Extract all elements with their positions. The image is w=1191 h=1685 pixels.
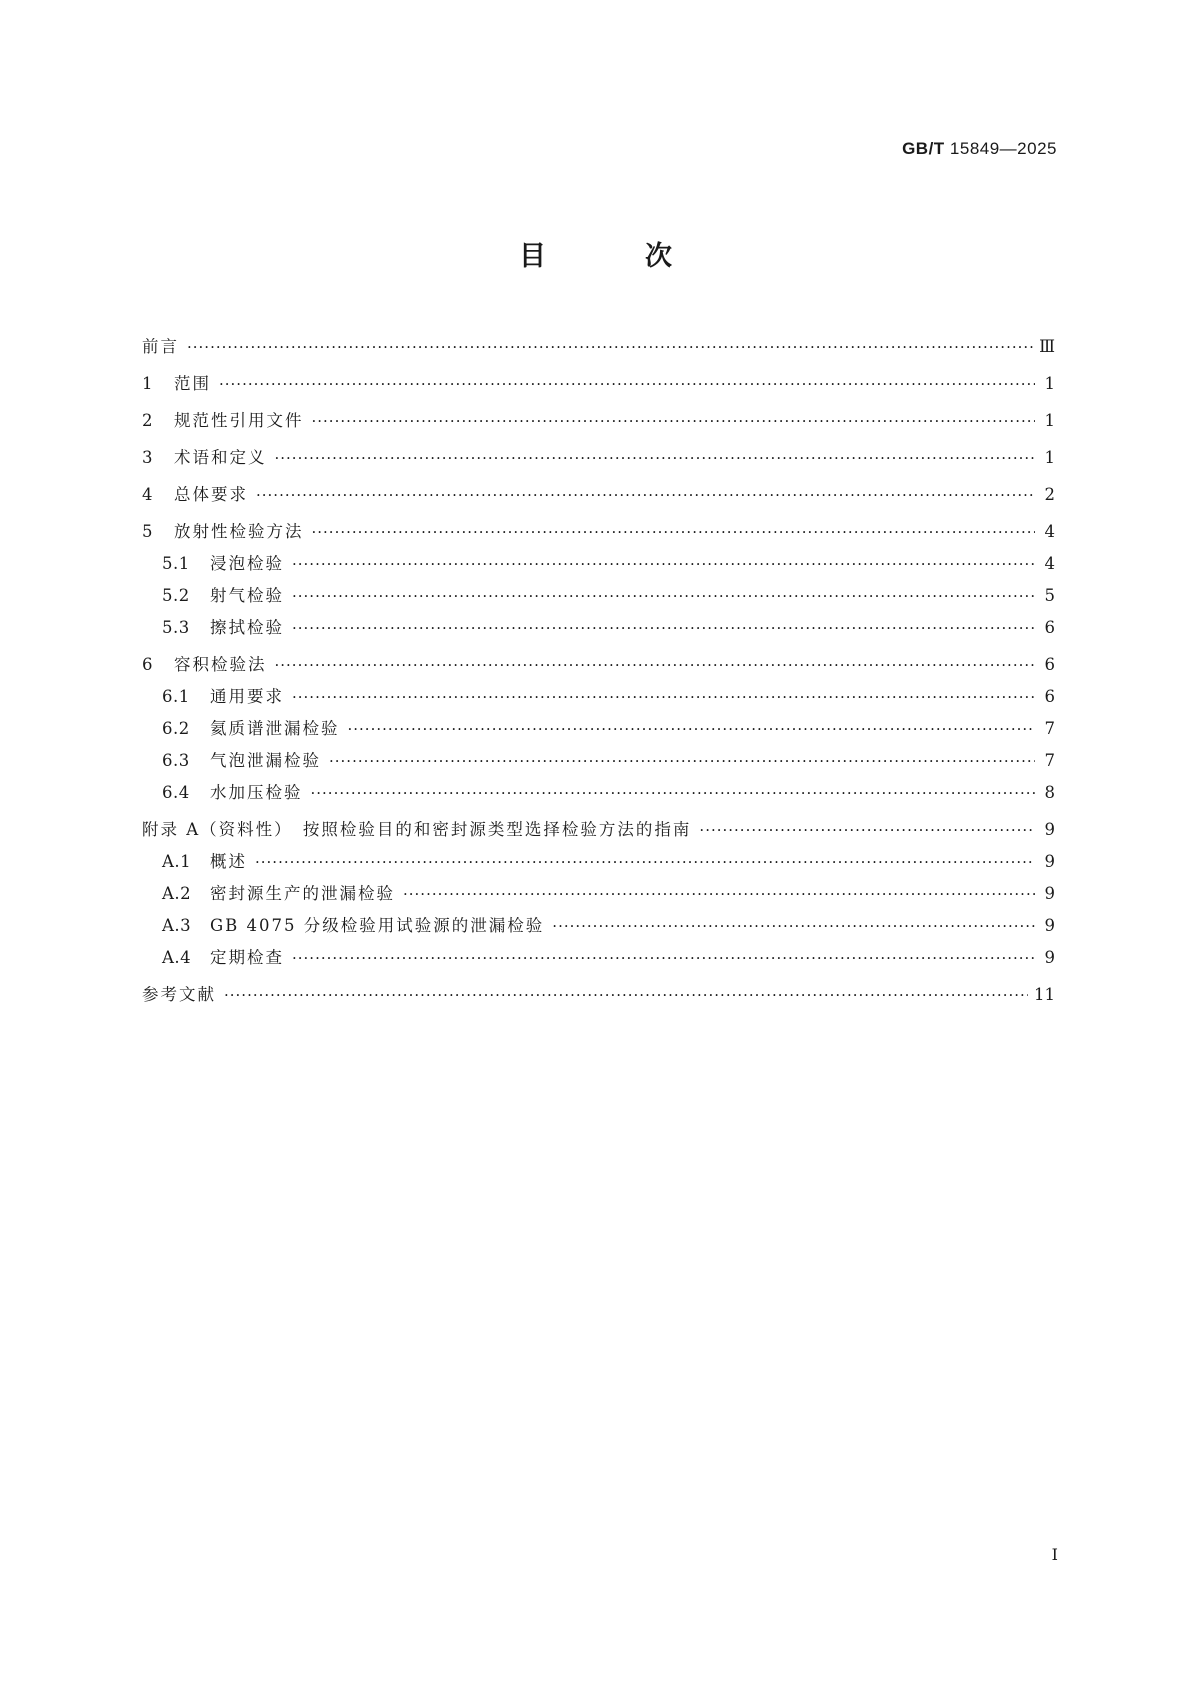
toc-entry[interactable] (142, 617, 1055, 639)
toc-entry-label: 通用要求 (210, 687, 284, 706)
toc-entry-page: 9 (1044, 884, 1055, 903)
toc-leader-dots (292, 686, 1035, 708)
toc-entry[interactable] (142, 984, 1055, 1006)
toc-leader-dots (275, 447, 1036, 469)
toc-entry-page: 1 (1044, 374, 1055, 393)
standard-number: 15849—2025 (949, 139, 1057, 158)
toc-entry-page: 2 (1044, 485, 1055, 504)
toc-leader-dots (292, 617, 1035, 639)
toc-entry-number: A.1 (162, 852, 192, 871)
toc-entry-page: 9 (1044, 916, 1055, 935)
toc-entry[interactable] (142, 819, 1055, 841)
toc-leader-dots (329, 750, 1035, 772)
toc-entry-label: 定期检查 (210, 948, 284, 967)
toc-entry-label: 总体要求 (174, 485, 248, 504)
toc-entry-page: Ⅲ (1039, 337, 1055, 356)
toc-leader-dots (219, 373, 1035, 395)
toc-entry[interactable] (142, 373, 1055, 395)
toc-entry-label: 范围 (174, 374, 211, 393)
toc-entry-number: A.3 (162, 916, 192, 935)
toc-entry-label: 射气检验 (210, 586, 284, 605)
toc-entry-page: 11 (1034, 985, 1055, 1004)
toc-entry-page: 5 (1044, 586, 1055, 605)
toc-leader-dots (699, 819, 1035, 841)
toc-entry[interactable] (142, 718, 1055, 740)
toc-entry[interactable] (142, 585, 1055, 607)
toc-entry-label: 前言 (142, 337, 179, 356)
toc-entry-page: 4 (1044, 554, 1055, 573)
toc-entry[interactable] (142, 782, 1055, 804)
toc-entry-label: GB 4075 分级检验用试验源的泄漏检验 (210, 916, 545, 935)
toc-leader-dots (312, 521, 1036, 543)
toc-entry[interactable] (142, 883, 1055, 905)
toc-entry[interactable] (142, 851, 1055, 873)
standard-code (902, 139, 1057, 159)
toc-entry-number: 6.2 (162, 719, 190, 738)
toc-entry-label: 密封源生产的泄漏检验 (210, 884, 395, 903)
toc-entry-number: 1 (142, 374, 153, 393)
page-number: Ⅰ (1051, 1545, 1058, 1564)
toc-entry-page: 6 (1044, 618, 1055, 637)
toc-entry-label: 擦拭检验 (210, 618, 284, 637)
toc-entry-label: 概述 (210, 852, 247, 871)
toc-entry-page: 9 (1044, 820, 1055, 839)
toc-entry-page: 8 (1044, 783, 1055, 802)
toc-leader-dots (311, 782, 1036, 804)
table-of-contents (142, 336, 1055, 1006)
toc-entry-number: 5 (142, 522, 153, 541)
toc-entry-number: 6.3 (162, 751, 190, 770)
toc-leader-dots (224, 984, 1028, 1006)
toc-entry-page: 7 (1044, 751, 1055, 770)
toc-entry-number: A.2 (162, 884, 192, 903)
toc-entry-page: 9 (1044, 948, 1055, 967)
toc-entry-number: 5.1 (162, 554, 190, 573)
toc-entry-number: 6.1 (162, 687, 190, 706)
toc-entry-page: 9 (1044, 852, 1055, 871)
toc-entry-number: 3 (142, 448, 153, 467)
toc-leader-dots (292, 553, 1035, 575)
toc-entry-number: 5.3 (162, 618, 190, 637)
toc-leader-dots (275, 654, 1036, 676)
toc-entry-label: 水加压检验 (210, 783, 303, 802)
toc-entry[interactable] (142, 521, 1055, 543)
toc-leader-dots (552, 915, 1035, 937)
toc-entry-page: 6 (1044, 687, 1055, 706)
toc-leader-dots (292, 947, 1035, 969)
toc-entry-label: 参考文献 (142, 985, 216, 1004)
toc-entry-number: 6 (142, 655, 153, 674)
toc-entry[interactable] (142, 336, 1055, 358)
toc-leader-dots (348, 718, 1036, 740)
toc-entry-number: A.4 (162, 948, 192, 967)
toc-title: 目 次 (519, 241, 708, 272)
toc-entry[interactable] (142, 553, 1055, 575)
toc-entry[interactable] (142, 410, 1055, 432)
toc-leader-dots (312, 410, 1036, 432)
standard-prefix: GB/T (902, 139, 945, 158)
toc-entry[interactable] (142, 654, 1055, 676)
toc-entry-label: 浸泡检验 (210, 554, 284, 573)
toc-entry[interactable] (142, 484, 1055, 506)
toc-entry-page: 1 (1044, 411, 1055, 430)
toc-entry-page: 6 (1044, 655, 1055, 674)
toc-leader-dots (255, 851, 1035, 873)
toc-entry-label: 气泡泄漏检验 (210, 751, 321, 770)
toc-entry-page: 7 (1044, 719, 1055, 738)
toc-entry-page: 1 (1044, 448, 1055, 467)
toc-entry[interactable] (142, 947, 1055, 969)
toc-entry-number: 2 (142, 411, 153, 430)
toc-leader-dots (403, 883, 1035, 905)
toc-leader-dots (187, 336, 1033, 358)
toc-entry-label: 术语和定义 (174, 448, 267, 467)
toc-entry-number: 5.2 (162, 586, 190, 605)
toc-entry-number: 6.4 (162, 783, 190, 802)
toc-entry-label: 氦质谱泄漏检验 (210, 719, 340, 738)
toc-entry-label: 规范性引用文件 (174, 411, 304, 430)
toc-entry-label: 附录 A（资料性） 按照检验目的和密封源类型选择检验方法的指南 (142, 820, 692, 839)
toc-entry[interactable] (142, 915, 1055, 937)
toc-entry-page: 4 (1044, 522, 1055, 541)
toc-entry[interactable] (142, 750, 1055, 772)
toc-entry-label: 放射性检验方法 (174, 522, 304, 541)
toc-entry-label: 容积检验法 (174, 655, 267, 674)
toc-entry-number: 4 (142, 485, 153, 504)
toc-entry[interactable] (142, 686, 1055, 708)
toc-leader-dots (256, 484, 1035, 506)
toc-entry[interactable] (142, 447, 1055, 469)
toc-leader-dots (292, 585, 1035, 607)
